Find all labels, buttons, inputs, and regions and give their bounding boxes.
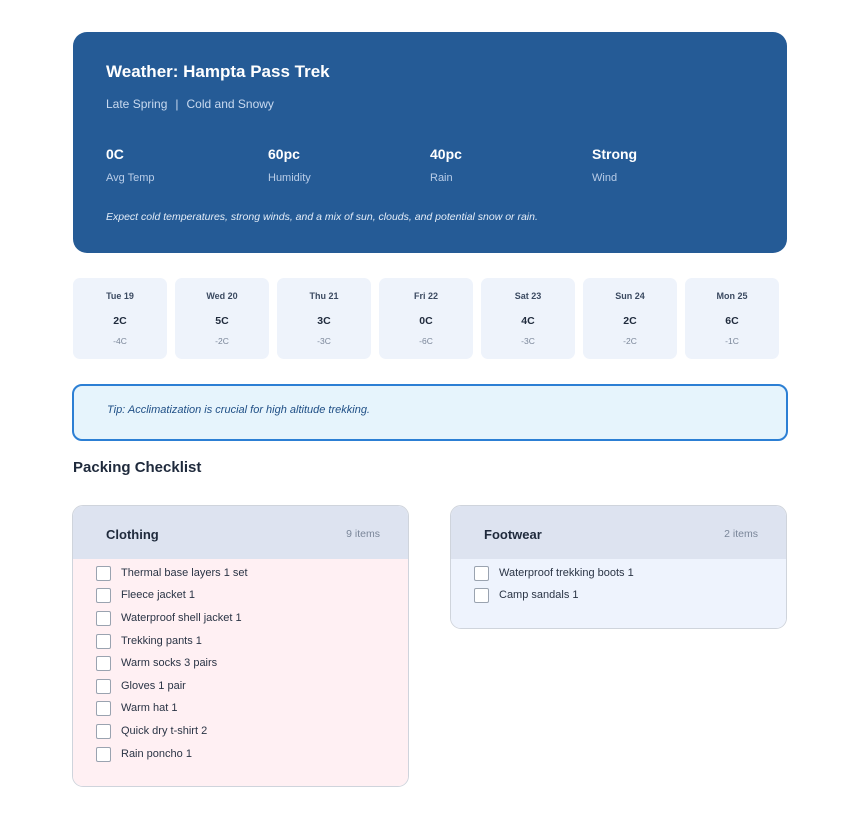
category-panel-footwear: [450, 505, 787, 629]
checkbox[interactable]: [96, 701, 111, 716]
category-count: 9 items: [346, 528, 380, 540]
stat-avg-temp: [106, 146, 155, 185]
checkbox[interactable]: [96, 747, 111, 762]
checklist-item[interactable]: [96, 630, 408, 653]
category-title: Clothing: [106, 526, 159, 542]
stat-label: Humidity: [268, 172, 311, 184]
item-label: Gloves 1 pair: [121, 679, 186, 692]
day-low-temp: -6C: [419, 336, 433, 346]
item-label: Trekking pants 1: [121, 634, 202, 647]
checkbox[interactable]: [474, 588, 489, 603]
checkbox[interactable]: [96, 634, 111, 649]
forecast-day: [481, 278, 575, 359]
checkbox[interactable]: [96, 724, 111, 739]
weather-subtitle: [106, 97, 754, 111]
forecast-row: [73, 278, 787, 359]
weather-card: [73, 32, 787, 253]
item-label: Quick dry t-shirt 2: [121, 724, 208, 737]
category-count: 2 items: [724, 528, 758, 540]
subtitle-separator: |: [175, 97, 179, 111]
stat-value: Strong: [592, 146, 638, 162]
day-low-temp: -2C: [215, 336, 229, 346]
stat-humidity: [268, 146, 311, 185]
checkbox[interactable]: [474, 566, 489, 581]
day-high-temp: 5C: [215, 315, 229, 327]
stat-label: Rain: [430, 172, 453, 184]
day-high-temp: 3C: [317, 315, 331, 327]
item-label: Warm socks 3 pairs: [121, 657, 218, 670]
item-label: Rain poncho 1: [121, 747, 192, 760]
weather-note: Expect cold temperatures, strong winds, and a mix of sun, clouds, and potential snow or rain.: [106, 211, 538, 223]
day-name: Thu 21: [309, 291, 339, 301]
day-low-temp: -3C: [317, 336, 331, 346]
item-label: Thermal base layers 1 set: [121, 566, 248, 579]
day-low-temp: -3C: [521, 336, 535, 346]
category-title: Footwear: [484, 526, 542, 542]
item-label: Fleece jacket 1: [121, 589, 195, 602]
stat-wind: [592, 146, 637, 185]
category-header: [451, 506, 786, 559]
day-high-temp: 4C: [521, 315, 535, 327]
day-low-temp: -4C: [113, 336, 127, 346]
checklist-item[interactable]: [96, 743, 408, 766]
checkbox[interactable]: [96, 656, 111, 671]
day-name: Wed 20: [206, 291, 238, 301]
checklist-item[interactable]: [96, 607, 408, 630]
day-high-temp: 0C: [419, 315, 433, 327]
forecast-day: [277, 278, 371, 359]
checkbox[interactable]: [96, 679, 111, 694]
stat-label: Avg Temp: [106, 172, 155, 184]
weather-title: Weather: Hampta Pass Trek: [106, 62, 330, 81]
category-header: [73, 506, 408, 559]
stat-label: Wind: [592, 172, 618, 184]
checklist-title: Packing Checklist: [73, 459, 202, 476]
category-items: [73, 559, 408, 787]
category-panel-clothing: [72, 505, 409, 787]
forecast-day: [685, 278, 779, 359]
category-items: [451, 559, 786, 629]
day-high-temp: 2C: [113, 315, 127, 327]
checklist-item[interactable]: [96, 720, 408, 743]
season-label: Late Spring: [106, 97, 168, 111]
tip-banner: Tip: Acclimatization is crucial for high altitude trekking.: [72, 384, 788, 441]
day-high-temp: 2C: [623, 315, 637, 327]
day-low-temp: -2C: [623, 336, 637, 346]
day-low-temp: -1C: [725, 336, 739, 346]
day-name: Sat 23: [514, 291, 542, 301]
checklist-item[interactable]: [474, 585, 786, 608]
checkbox[interactable]: [96, 588, 111, 603]
day-name: Tue 19: [106, 291, 134, 301]
forecast-day: [379, 278, 473, 359]
stat-value: 0C: [106, 146, 124, 162]
forecast-day: [175, 278, 269, 359]
stat-value: 60pc: [268, 146, 300, 162]
checkbox[interactable]: [96, 566, 111, 581]
stat-rain: [430, 146, 462, 185]
item-label: Waterproof shell jacket 1: [121, 611, 242, 624]
day-name: Sun 24: [615, 291, 645, 301]
day-name: Fri 22: [413, 291, 438, 301]
condition-label: Cold and Snowy: [186, 97, 274, 111]
forecast-day: [583, 278, 677, 359]
checklist-item[interactable]: [96, 698, 408, 721]
stat-value: 40pc: [430, 146, 462, 162]
item-label: Warm hat 1: [121, 702, 178, 715]
item-label: Camp sandals 1: [499, 589, 579, 602]
day-high-temp: 6C: [725, 315, 739, 327]
checklist-item[interactable]: [96, 652, 408, 675]
checklist-item[interactable]: [96, 675, 408, 698]
checklist-item[interactable]: [96, 585, 408, 608]
checklist-item[interactable]: [474, 562, 786, 585]
checklist-item[interactable]: [96, 562, 408, 585]
forecast-day: [73, 278, 167, 359]
day-name: Mon 25: [716, 291, 748, 301]
item-label: Waterproof trekking boots 1: [499, 566, 634, 579]
checkbox[interactable]: [96, 611, 111, 626]
